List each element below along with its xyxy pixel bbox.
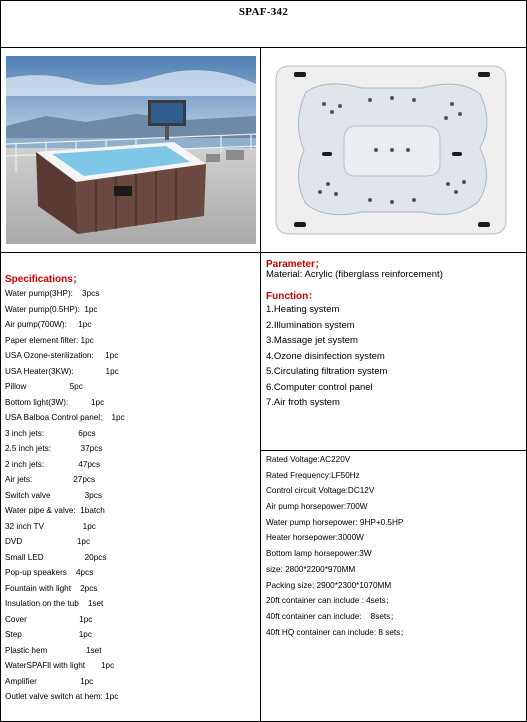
spa-terrace-photo — [6, 56, 256, 244]
spec-item: 2 inch jets: 47pcs — [5, 459, 101, 469]
function-item: 3.Massage jet system — [266, 335, 358, 346]
spec-item: USA Heater(3KW): 1pc — [5, 366, 119, 376]
spec-item: Paper element filter: 1pc — [5, 335, 94, 345]
spec-item: Pop-up speakers 4pcs — [5, 568, 94, 577]
divider-title — [0, 47, 527, 48]
spec-item: WaterSPAFll with light 1pc — [5, 661, 115, 670]
rated-item: Bottom lamp horsepower:3W — [266, 549, 372, 559]
spec-item: Plastic hem 1set — [5, 645, 102, 655]
rated-item: 20ft container can include : 4sets； — [266, 596, 394, 606]
function-item: 1.Heating system — [266, 304, 340, 315]
spec-item: Water pump(3HP): 3pcs — [5, 289, 100, 298]
function-item: 7.Air froth system — [266, 397, 340, 408]
rated-item: 40ft HQ container can include: 8 sets； — [266, 627, 409, 637]
rated-item: size: 2800*2200*970MM — [266, 564, 356, 574]
spec-item: Step 1pc — [5, 630, 92, 639]
border-top — [0, 0, 527, 1]
spec-item: USA Ozone-sterilization: 1pc — [5, 351, 119, 360]
rated-values-list — [266, 452, 408, 640]
rated-item: Control circuit Voltage:DC12V — [266, 486, 375, 496]
spec-item: Fountain with light 2pcs — [5, 583, 98, 593]
spec-item: 3 inch jets: 6pcs — [5, 428, 96, 438]
spec-item: Insulation on the tub 1set — [5, 599, 104, 608]
spec-item: Outlet valve switch at hem: 1pc — [5, 692, 119, 701]
function-item: 5.Circulating filtration system — [266, 366, 388, 377]
divider-photos — [0, 252, 527, 253]
function-heading: Function： — [266, 291, 319, 302]
spec-item: Switch valve 3pcs — [5, 490, 102, 500]
material-text: Material: Acrylic (fiberglass reinforcement) — [266, 269, 443, 280]
spec-item: Cover 1pc — [5, 614, 93, 624]
spec-item: Pillow 5pc — [5, 382, 83, 391]
function-item: 4.Ozone disinfection system — [266, 350, 385, 362]
spa-top-view-photo — [266, 52, 518, 248]
specifications-heading: Specifications； — [5, 274, 83, 285]
rated-item: Rated Frequency:LF50Hz — [266, 470, 360, 480]
function-item: 2.Illumination system — [266, 319, 355, 331]
specifications-list — [5, 286, 125, 705]
function-item: 6.Computer control panel — [266, 381, 373, 393]
rated-item: Air pump horsepower:700W — [266, 502, 368, 512]
function-list — [266, 302, 387, 411]
spec-item: Air jets: 27pcs — [5, 475, 96, 484]
rated-item: Water pump horsepower: 9HP+0.5HP — [266, 517, 404, 527]
spec-item: Water pump(0.5HP): 1pc — [5, 304, 98, 314]
rated-item: Heater horsepower:3000W — [266, 533, 364, 543]
rated-item: Rated Voltage:AC220V — [266, 455, 351, 464]
spec-item: Amplifier 1pc — [5, 676, 94, 686]
spec-item: Air pump(700W): 1pc — [5, 320, 92, 329]
parameter-heading: Parameter； — [266, 259, 325, 270]
spec-item: 2.5 inch jets: 37pcs — [5, 444, 103, 453]
spec-item: DVD 1pc — [5, 537, 91, 546]
divider-center — [260, 47, 261, 722]
page-title: SPAF-342 — [238, 6, 289, 18]
rated-item: Packing size: 2900*2300*1070MM — [266, 580, 392, 590]
border-left — [0, 0, 1, 722]
spec-item: Bottom light(3W): 1pc — [5, 397, 105, 407]
rated-item: 40ft container can include: 8sets； — [266, 611, 399, 621]
divider-right-cell — [260, 450, 527, 451]
spec-item: 32 inch TV 1pc — [5, 521, 96, 531]
spec-item: Water pipe & valve: 1batch — [5, 506, 105, 515]
spec-item: USA Balboa Control panel: 1pc — [5, 413, 125, 422]
spec-item: Small LED 20pcs — [5, 552, 107, 562]
